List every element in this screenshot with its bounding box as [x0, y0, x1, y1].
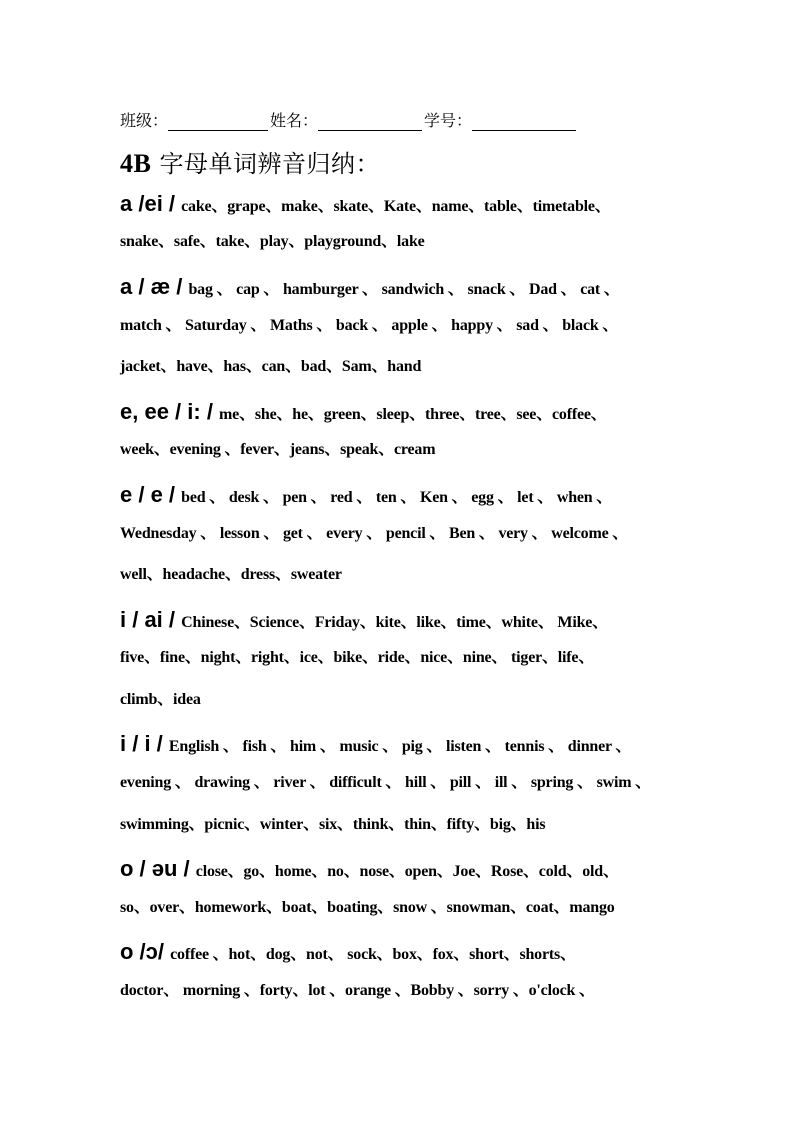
phoneme-key: o / əu /	[120, 856, 196, 881]
phoneme-key: e, ee / i: /	[120, 399, 220, 424]
word-list: jacket、have、has、can、bad、Sam、hand	[120, 358, 422, 375]
page-title	[120, 144, 380, 179]
word-list: evening 、 drawing 、 river 、 difficult 、 hill 、 pill 、 ill 、 spring 、 swim 、	[120, 774, 651, 791]
phonics-line	[120, 858, 680, 880]
word-list: swimming、picnic、winter、six、think、thin、fifty、big、his	[120, 816, 546, 833]
phonics-line	[120, 439, 680, 461]
phonics-line	[120, 193, 680, 215]
class-label: 班级：	[120, 111, 169, 130]
phoneme-key: i / ai /	[120, 607, 182, 632]
word-list: five、fine、night、right、ice、bike、ride、nice、nine、 tiger、life、	[120, 649, 595, 666]
word-list: week、evening 、fever、jeans、speak、cream	[120, 441, 436, 458]
word-list: me、she、he、green、sleep、three、tree、see、coffee、	[219, 406, 607, 423]
phonics-line	[120, 484, 680, 506]
word-list: so、over、homework、boat、boating、snow 、snowman、coat、mango	[120, 899, 615, 916]
phonics-line	[120, 564, 680, 586]
word-list: English 、 fish 、 him 、 music 、 pig 、 listen 、 tennis 、 dinner 、	[168, 738, 632, 755]
phonics-line	[120, 897, 680, 919]
phonics-line	[120, 356, 680, 378]
phonics-line	[120, 980, 680, 1002]
word-list: bed 、 desk 、 pen 、 red 、 ten 、 Ken 、 egg 、 let 、 when 、	[181, 489, 613, 506]
word-list: doctor、 morning 、forty、lot 、orange 、Bobby 、sorry 、o'clock 、	[120, 982, 595, 999]
phoneme-key: a / æ /	[120, 274, 189, 299]
phoneme-key: a /ei /	[120, 191, 182, 216]
student-id-blank[interactable]	[472, 112, 576, 131]
word-list: match 、 Saturday 、 Maths 、 back 、 apple 、 happy 、 sad 、 black 、	[120, 317, 619, 334]
name-blank[interactable]	[318, 112, 422, 131]
phonics-line	[120, 772, 680, 794]
name-label: 姓名：	[270, 111, 319, 130]
student-id-label: 学号：	[424, 111, 473, 130]
word-list: snake、safe、take、play、playground、lake	[120, 233, 425, 250]
phonics-line	[120, 941, 680, 963]
phoneme-key: i / i /	[120, 731, 169, 756]
phonics-line	[120, 647, 680, 669]
phonics-line	[120, 689, 680, 711]
word-list: Chinese、Science、Friday、kite、like、time、white、 Mike、	[181, 614, 608, 631]
word-list: cake、grape、make、skate、Kate、name、table、timetable、	[181, 198, 611, 215]
phonics-line	[120, 315, 680, 337]
title-text: 字母单词辨音归纳：	[151, 150, 380, 178]
phonics-line	[120, 733, 680, 755]
word-list: well、headache、dress、sweater	[120, 566, 342, 583]
phonics-line	[120, 401, 680, 423]
title-prefix: 4B	[120, 149, 152, 178]
phonics-line	[120, 609, 680, 631]
phonics-line	[120, 276, 680, 298]
phonics-line	[120, 231, 680, 253]
word-list: bag 、 cap 、 hamburger 、 sandwich 、 snack 、 Dad 、 cat 、	[188, 281, 620, 298]
phoneme-key: o /ɔ/	[120, 939, 171, 964]
word-list: climb、idea	[120, 691, 201, 708]
class-blank[interactable]	[168, 112, 268, 131]
phonics-line	[120, 523, 680, 545]
word-list: close、go、home、no、nose、open、Joe、Rose、cold、old、	[195, 863, 619, 880]
word-list: Wednesday 、 lesson 、 get 、 every 、 pencil 、 Ben 、 very 、 welcome 、	[120, 525, 629, 542]
word-list: coffee 、hot、dog、not、 sock、box、fox、short、shorts、	[170, 946, 576, 963]
student-info-header	[120, 109, 578, 131]
phonics-line	[120, 814, 680, 836]
phoneme-key: e / e /	[120, 482, 182, 507]
